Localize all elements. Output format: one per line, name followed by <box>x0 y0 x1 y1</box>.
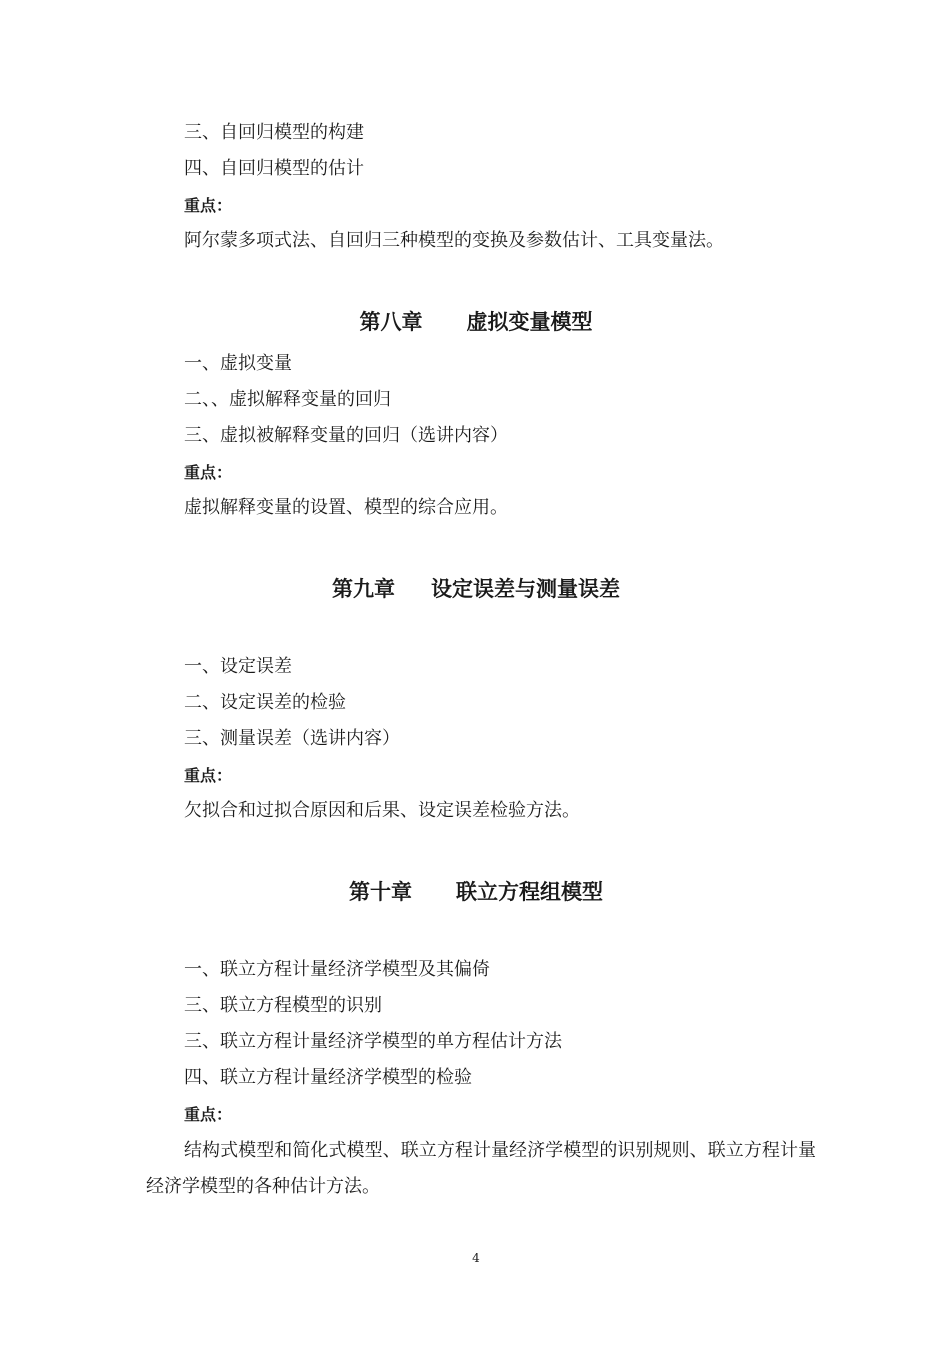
chapter9-number: 第九章 <box>332 577 395 601</box>
chapter10-item-1: 一、联立方程计量经济学模型及其偏倚 <box>184 959 490 980</box>
chapter9-title: 设定误差与测量误差 <box>431 577 620 601</box>
chapter8-item-3: 三、虚拟被解释变量的回归（选讲内容） <box>184 425 508 446</box>
chapter7-key-text: 阿尔蒙多项式法、自回归三种模型的变换及参数估计、工具变量法。 <box>184 230 724 251</box>
chapter10-number: 第十章 <box>349 880 412 904</box>
chapter8-item-2: 二、、虚拟解释变量的回归 <box>184 389 391 410</box>
chapter9-item-2: 二、设定误差的检验 <box>184 692 346 713</box>
chapter9-key-text: 欠拟合和过拟合原因和后果、设定误差检验方法。 <box>184 800 580 821</box>
chapter10-heading <box>0 878 952 906</box>
chapter7-key-label: 重点： <box>184 196 233 215</box>
chapter10-item-3: 三、联立方程计量经济学模型的单方程估计方法 <box>184 1031 562 1052</box>
chapter9-item-3: 三、测量误差（选讲内容） <box>184 728 400 749</box>
chapter9-heading <box>0 575 952 603</box>
chapter7-item-1: 三、自回归模型的构建 <box>184 122 364 143</box>
chapter8-title: 虚拟变量模型 <box>466 310 593 334</box>
chapter10-title: 联立方程组模型 <box>456 880 603 904</box>
chapter8-key-label: 重点： <box>184 463 233 482</box>
chapter9-item-1: 一、设定误差 <box>184 656 292 677</box>
chapter8-number: 第八章 <box>359 310 423 334</box>
chapter8-heading <box>0 308 952 336</box>
chapter10-item-2: 三、联立方程模型的识别 <box>184 995 382 1016</box>
chapter10-key-text: 结构式模型和简化式模型、联立方程计量经济学模型的识别规则、联立方程计量经济学模型的各种估计方法。 <box>146 1140 816 1197</box>
chapter10-item-4: 四、联立方程计量经济学模型的检验 <box>184 1067 472 1088</box>
chapter8-key-text: 虚拟解释变量的设置、模型的综合应用。 <box>184 497 508 518</box>
page-number: 4 <box>472 1251 480 1265</box>
chapter7-item-2: 四、自回归模型的估计 <box>184 158 364 179</box>
chapter9-key-label: 重点： <box>184 766 233 785</box>
chapter8-item-1: 一、虚拟变量 <box>184 353 292 374</box>
chapter10-key-label: 重点： <box>184 1105 233 1124</box>
